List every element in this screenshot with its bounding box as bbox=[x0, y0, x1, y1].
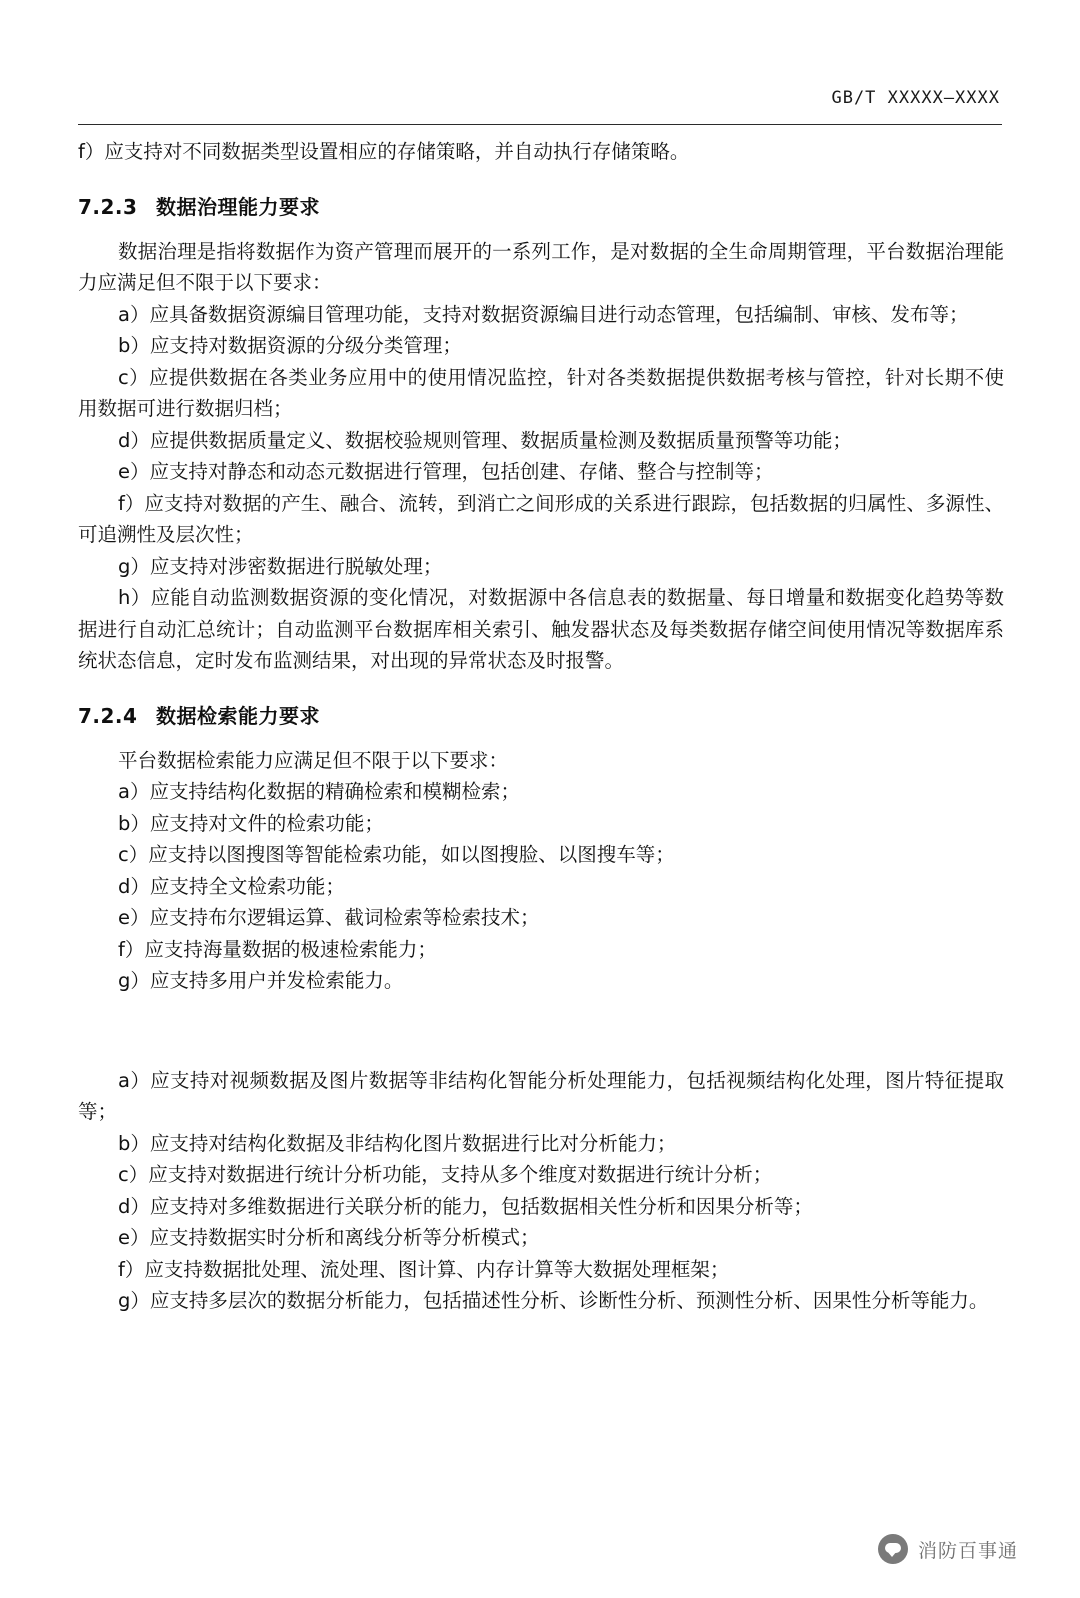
section-number: 7.2.3 bbox=[78, 194, 138, 219]
list-item: d）应支持对多维数据进行关联分析的能力，包括数据相关性分析和因果分析等； bbox=[118, 1194, 813, 1218]
list-item: d）应支持全文检索功能； bbox=[118, 874, 345, 898]
list-item: a）应支持结构化数据的精确检索和模糊检索； bbox=[118, 780, 520, 803]
section-title: 数据检索能力要求 bbox=[156, 703, 320, 728]
list-item: f）应支持对不同数据类型设置相应的存储策略，并自动执行存储策略。 bbox=[78, 140, 690, 163]
section-heading-7-2-6 bbox=[78, 1341, 1004, 1371]
section-number: 7.2.4 bbox=[78, 703, 138, 728]
paragraph: 平台数据检索能力应满足但不限于以下要求： bbox=[118, 748, 509, 772]
list-item: e）应支持对静态和动态元数据进行管理，包括创建、存储、整合与控制等； bbox=[118, 460, 774, 483]
list-item: g）应支持多用户并发检索能力。 bbox=[118, 969, 404, 992]
list-item: f）应支持海量数据的极速检索能力； bbox=[118, 937, 437, 961]
list-item: a）应具备数据资源编目管理功能，支持对数据资源编目进行动态管理，包括编制、审核、发布等； bbox=[118, 302, 969, 326]
section-heading-7-2-5 bbox=[78, 1021, 1004, 1051]
list-item: f）应支持对数据的产生、融合、流转，到消亡之间形成的关系进行跟踪，包括数据的归属性、多源性、可追溯性及层次性； bbox=[78, 491, 1004, 546]
list-item: e）应支持布尔逻辑运算、截词检索等检索技术； bbox=[118, 906, 540, 929]
header-rule bbox=[78, 124, 1002, 125]
list-item: d）应提供数据质量定义、数据校验规则管理、数据质量检测及数据质量预警等功能； bbox=[118, 428, 852, 452]
list-item: g）应支持多层次的数据分析能力，包括描述性分析、诊断性分析、预测性分析、因果性分析等能力。 bbox=[118, 1289, 989, 1312]
section-heading-7-2-4 bbox=[78, 701, 1004, 731]
section-heading-7-2-3 bbox=[78, 192, 1004, 222]
paragraph: 数据治理是指将数据作为资产管理而展开的一系列工作，是对数据的全生命周期管理，平台数据治理能力应满足但不限于以下要求： bbox=[78, 239, 1004, 294]
section-title: 数据治理能力要求 bbox=[156, 194, 320, 219]
list-item: c）应支持对数据进行统计分析功能，支持从多个维度对数据进行统计分析； bbox=[118, 1163, 773, 1186]
paragraph: a）应支持对视频数据及图片数据等非结构化智能分析处理能力，包括视频结构化处理，图片特征提取等； bbox=[78, 1068, 1004, 1123]
list-item: b）应支持对数据资源的分级分类管理； bbox=[118, 334, 462, 357]
list-item: e）应支持数据实时分析和离线分析等分析模式； bbox=[118, 1226, 540, 1249]
watermark-label: 消防百事通 bbox=[917, 1539, 1018, 1562]
list-item: b）应支持对文件的检索功能； bbox=[118, 811, 384, 835]
document-body bbox=[78, 136, 1004, 1385]
list-item: c）应提供数据在各类业务应用中的使用情况监控，针对各类数据提供数据考核与管控，针对长期不使用数据可进行数据归档； bbox=[78, 365, 1004, 420]
list-item: c）应支持以图搜图等智能检索功能，如以图搜脸、以图搜车等； bbox=[118, 843, 675, 866]
page-header-standard-id: GB/T XXXXX—XXXX bbox=[831, 88, 1000, 108]
wechat-logo-icon bbox=[878, 1534, 908, 1564]
list-item: f）应支持数据批处理、流处理、图计算、内存计算等大数据处理框架； bbox=[118, 1257, 730, 1281]
list-item: b）应支持对结构化数据及非结构化图片数据进行比对分析能力； bbox=[118, 1131, 677, 1155]
list-item: g）应支持对涉密数据进行脱敏处理； bbox=[118, 554, 443, 578]
list-item: h）应能自动监测数据资源的变化情况，对数据源中各信息表的数据量、每日增量和数据变化趋势等数据进行自动汇总统计；自动监测平台数据库相关索引、触发器状态及每类数据存储空间使用情况等数据库系统状态信息，定时发布监测结果，对出现的异常状态及时报警。 bbox=[78, 586, 1004, 672]
watermark bbox=[878, 1534, 1018, 1564]
